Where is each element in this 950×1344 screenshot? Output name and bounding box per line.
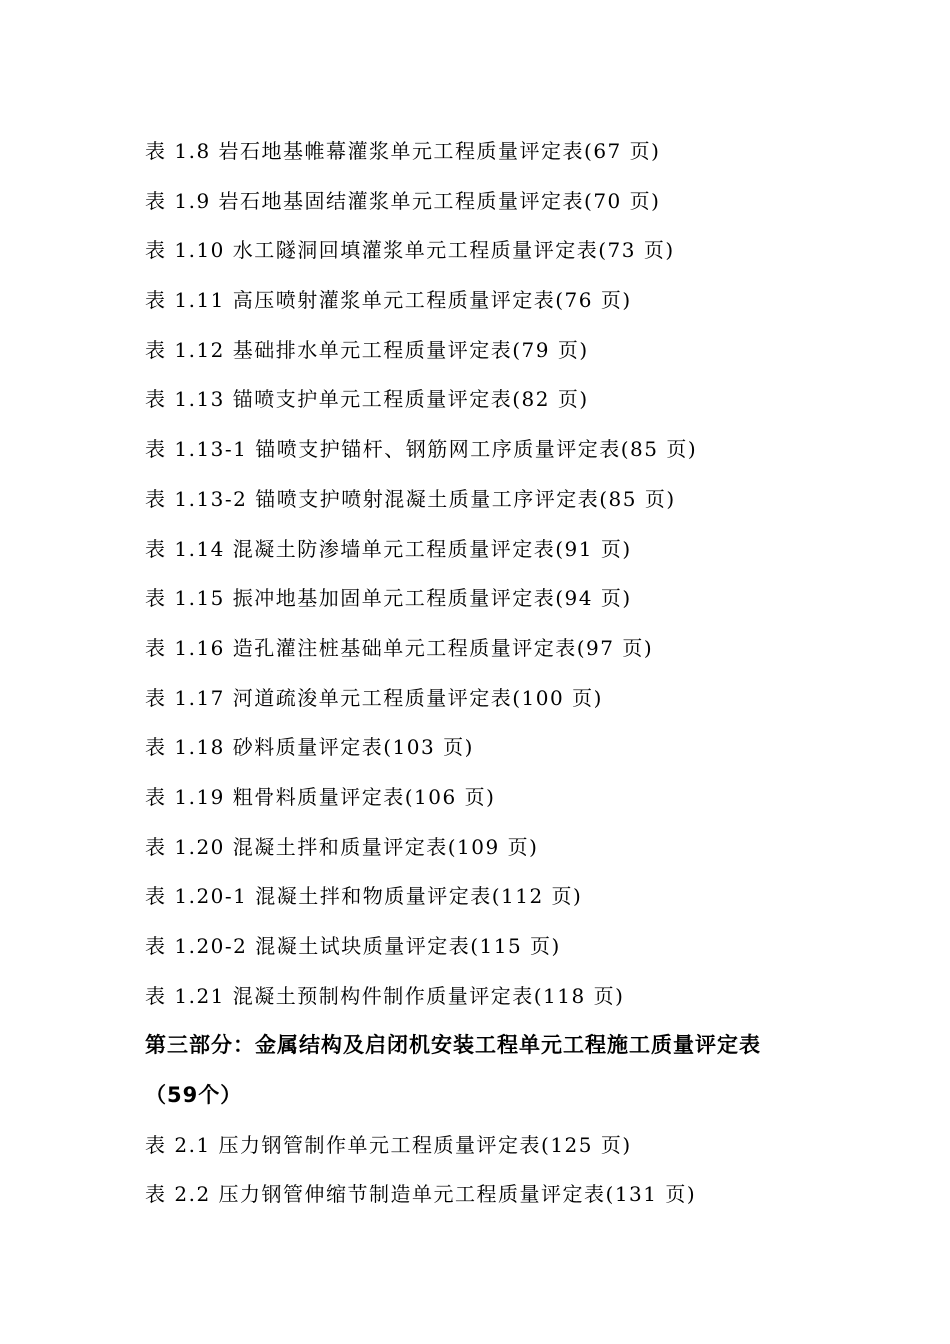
toc-entry: 表 1.8 岩石地基帷幕灌浆单元工程质量评定表(67 页) xyxy=(145,139,661,163)
toc-entry: 表 1.20-1 混凝土拌和物质量评定表(112 页) xyxy=(145,884,583,909)
table-of-contents xyxy=(145,134,845,1227)
toc-entry: 表 1.17 河道疏浚单元工程质量评定表(100 页) xyxy=(145,685,603,710)
toc-entry: 表 1.20-2 混凝土试块质量评定表(115 页) xyxy=(145,934,561,958)
toc-entry: 表 1.12 基础排水单元工程质量评定表(79 页) xyxy=(145,337,589,362)
toc-entry: 表 1.16 造孔灌注桩基础单元工程质量评定表(97 页) xyxy=(145,635,654,660)
toc-entry: 表 1.21 混凝土预制构件制作质量评定表(118 页) xyxy=(145,983,625,1008)
section-heading-count: （59个） xyxy=(145,1083,243,1108)
toc-entry: 表 1.13-2 锚喷支护喷射混凝土质量工序评定表(85 页) xyxy=(145,486,676,511)
toc-entry: 表 1.20 混凝土拌和质量评定表(109 页) xyxy=(145,834,539,859)
toc-entry: 表 1.19 粗骨料质量评定表(106 页) xyxy=(145,784,496,809)
toc-entry: 表 1.9 岩石地基固结灌浆单元工程质量评定表(70 页) xyxy=(145,188,661,213)
toc-entry: 表 2.1 压力钢管制作单元工程质量评定表(125 页) xyxy=(145,1132,632,1157)
section-heading: 第三部分：金属结构及启闭机安装工程单元工程施工质量评定表 xyxy=(145,1033,761,1058)
toc-entry: 表 1.15 振冲地基加固单元工程质量评定表(94 页) xyxy=(145,586,632,611)
toc-entry: 表 1.13-1 锚喷支护锚杆、钢筋网工序质量评定表(85 页) xyxy=(145,437,698,462)
toc-entry: 表 1.18 砂料质量评定表(103 页) xyxy=(145,735,474,760)
toc-entry: 表 1.11 高压喷射灌浆单元工程质量评定表(76 页) xyxy=(145,288,632,313)
toc-entry: 表 1.14 混凝土防渗墙单元工程质量评定表(91 页) xyxy=(145,536,632,561)
toc-entry: 表 1.13 锚喷支护单元工程质量评定表(82 页) xyxy=(145,387,589,412)
toc-entry: 表 1.10 水工隧洞回填灌浆单元工程质量评定表(73 页) xyxy=(145,238,675,263)
toc-entry: 表 2.2 压力钢管伸缩节制造单元工程质量评定表(131 页) xyxy=(145,1182,697,1207)
